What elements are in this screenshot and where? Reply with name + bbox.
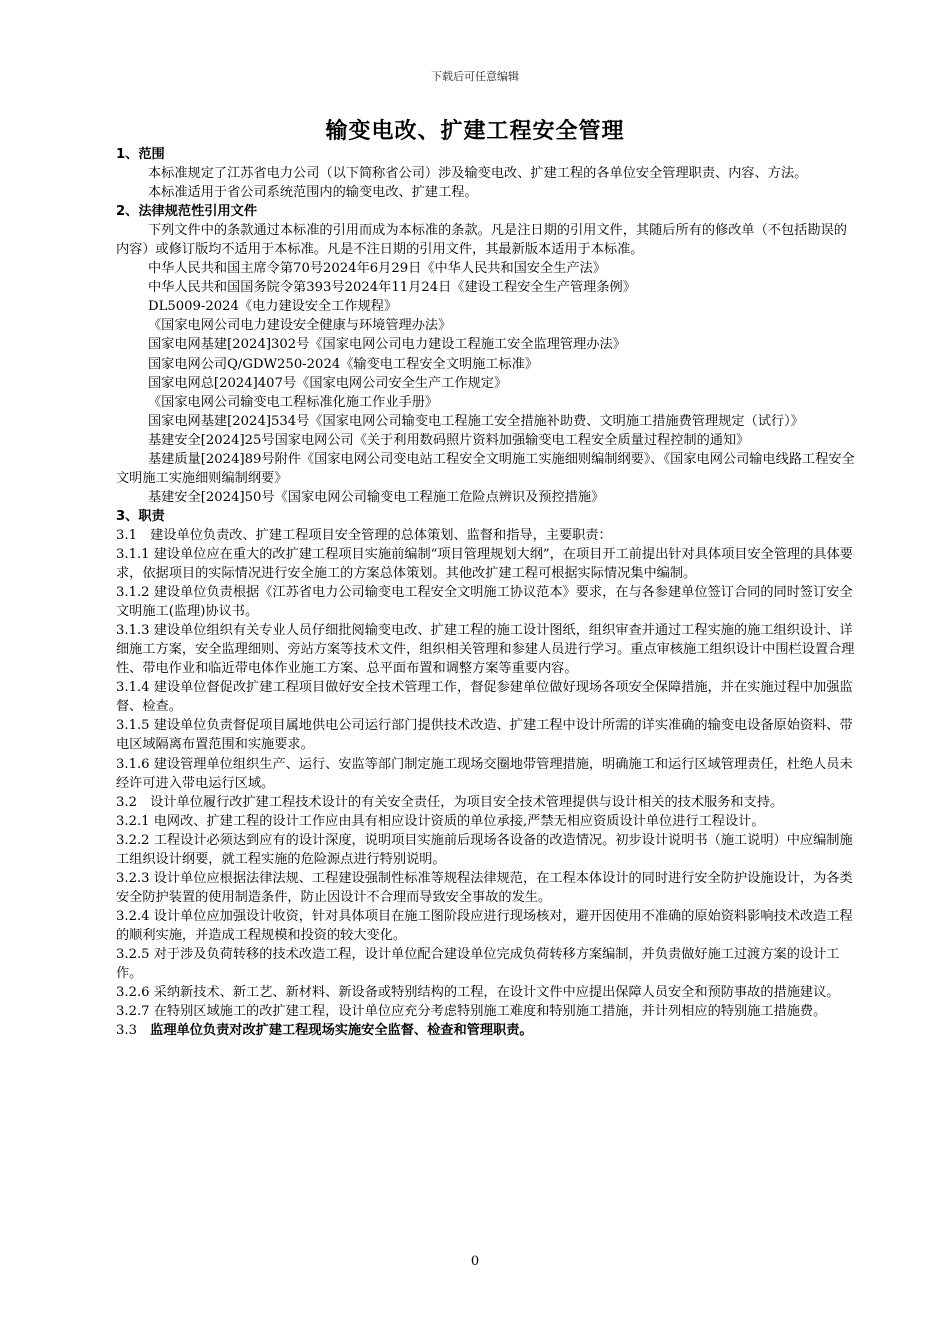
page-header-note: 下载后可任意编辑	[431, 70, 519, 83]
document-title: 输变电改、扩建工程安全管理	[325, 118, 625, 144]
reference-item: DL5009-2024《电力建设安全工作规程》	[148, 299, 398, 315]
clause-item: 3.1.1 建设单位应在重大的改扩建工程项目实施前编制“项目管理规划大纲”，在项目开工前提出针对具体项目安全管理的具体要求，依据项目的实际情况进行安全施工的方案总体策划。其他改扩建工程可根据实际情况集中编制。	[116, 546, 853, 582]
paragraph: 本标准规定了江苏省电力公司（以下简称省公司）涉及输变电改、扩建工程的各单位安全管理职责、内容、方法。	[148, 166, 808, 182]
clause-item: 3.1.2 建设单位负责根据《江苏省电力公司输变电工程安全文明施工协议范本》要求，在与各参建单位签订合同的同时签订安全文明施工(监理)协议书。	[116, 585, 853, 620]
clause-item: 3.2.1 电网改、扩建工程的设计工作应由具有相应设计资质的单位承接,严禁无相应资质设计单位进行工程设计。	[116, 813, 765, 829]
section-heading: 1、范围	[116, 147, 165, 162]
section-heading: 3、职责	[116, 508, 165, 524]
clause-item: 3.1.4 建设单位督促改扩建工程项目做好安全技术管理工作，督促参建单位做好现场各项安全保障措施，并在实施过程中加强监督、检查。	[116, 680, 853, 715]
clause-number: 3.3	[116, 1023, 137, 1039]
reference-item: 基建安全[2024]25号国家电网公司《关于利用数码照片资料加强输变电工程安全质量过程控制的通知》	[148, 432, 750, 448]
reference-item: 中华人民共和国主席令第70号2024年6月29日《中华人民共和国安全生产法》	[148, 261, 606, 277]
page-number: 0	[470, 1254, 480, 1269]
clause-item-bold	[116, 1021, 858, 1040]
paragraph: 本标准适用于省公司系统范围内的输变电改、扩建工程。	[148, 185, 478, 201]
paragraph: 下列文件中的条款通过本标准的引用而成为本标准的条款。凡是注日期的引用文件，其随后所有的修改单（不包括勘误的内容）或修订版均不适用于本标准。凡是不注日期的引用文件，其最新版本适用于本标准。	[116, 223, 847, 258]
reference-item: 国家电网基建[2024]534号《国家电网公司输变电工程施工安全措施补助费、文明施工措施费管理规定（试行）》	[148, 413, 804, 429]
clause-item: 3.2.7 在特别区域施工的改扩建工程，设计单位应充分考虑特别施工难度和特别施工措施，并计列相应的特别施工措施费。	[116, 1004, 827, 1020]
clause-item: 3.1.5 建设单位负责督促项目属地供电公司运行部门提供技术改造、扩建工程中设计所需的详实准确的输变电设备原始资料、带电区域隔离布置范围和实施要求。	[116, 718, 853, 753]
clause-item: 3.1.6 建设管理单位组织生产、运行、安监等部门制定施工现场交圈地带管理措施，明确施工和运行区域管理责任，杜绝人员未经许可进入带电运行区域。	[116, 756, 853, 791]
clause-item: 3.2.2 工程设计必须达到应有的设计深度，说明项目实施前后现场各设备的改造情况。初步设计说明书（施工说明）中应编制施工组织设计纲要，就工程实施的危险源点进行特别说明。	[116, 832, 853, 867]
clause-text: 监理单位负责对改扩建工程现场实施安全监督、检查和管理职责。	[150, 1023, 533, 1039]
reference-item: 国家电网公司Q/GDW250-2024《输变电工程安全文明施工标准》	[148, 356, 539, 372]
clause-item: 3.2.6 采纳新技术、新工艺、新材料、新设备或特别结构的工程，在设计文件中应提出保障人员安全和预防事故的措施建议。	[116, 985, 840, 1001]
clause-item: 3.1 建设单位负责改、扩建工程项目安全管理的总体策划、监督和指导，主要职责：	[116, 527, 612, 543]
document-body	[116, 145, 858, 1040]
reference-item: 《国家电网公司电力建设安全健康与环境管理办法》	[148, 318, 452, 334]
reference-item: 基建安全[2024]50号《国家电网公司输变电工程施工危险点辨识及预控措施》	[148, 489, 605, 505]
reference-item: 《国家电网公司输变电工程标准化施工作业手册》	[148, 394, 439, 410]
reference-item: 国家电网总[2024]407号《国家电网公司安全生产工作规定》	[148, 375, 508, 391]
clause-item: 3.1.3 建设单位组织有关专业人员仔细批阅输变电改、扩建工程的施工设计图纸，组织审查并通过工程实施的施工组织设计、详细施工方案，安全监理细则、旁站方案等技术文件，组织相关管理和参建人员进行学习。重点审核施工组织设计中围栏设置合理性、带电作业和临近带电体作业施工方案、总平面布置和调整方案等重要内容。	[116, 623, 855, 677]
clause-item: 3.2.5 对于涉及负荷转移的技术改造工程，设计单位配合建设单位完成负荷转移方案编制，并负责做好施工过渡方案的设计工作。	[116, 946, 840, 982]
reference-item: 中华人民共和国国务院令第393号2024年11月24日《建设工程安全生产管理条例》	[148, 280, 636, 296]
clause-item: 3.2.4 设计单位应加强设计收资，针对具体项目在施工图阶段应进行现场核对，避开因使用不准确的原始资料影响技术改造工程的顺利实施，并造成工程规模和投资的较大变化。	[116, 908, 853, 943]
reference-item: 基建质量[2024]89号附件《国家电网公司变电站工程安全文明施工实施细则编制纲要》、《国家电网公司输电线路工程安全文明施工实施细则编制纲要》	[116, 451, 855, 486]
clause-item: 3.2.3 设计单位应根据法律法规、工程建设强制性标准等规程法律规范，在工程本体设计的同时进行安全防护设施设计，为各类安全防护装置的使用制造条件，防止因设计不合理而导致安全事故的发生。	[116, 870, 853, 905]
section-heading: 2、法律规范性引用文件	[116, 204, 258, 220]
reference-item: 国家电网基建[2024]302号《国家电网公司电力建设工程施工安全监理管理办法》	[148, 337, 626, 353]
clause-item: 3.2 设计单位履行改扩建工程技术设计的有关安全责任，为项目安全技术管理提供与设计相关的技术服务和支持。	[116, 794, 784, 810]
